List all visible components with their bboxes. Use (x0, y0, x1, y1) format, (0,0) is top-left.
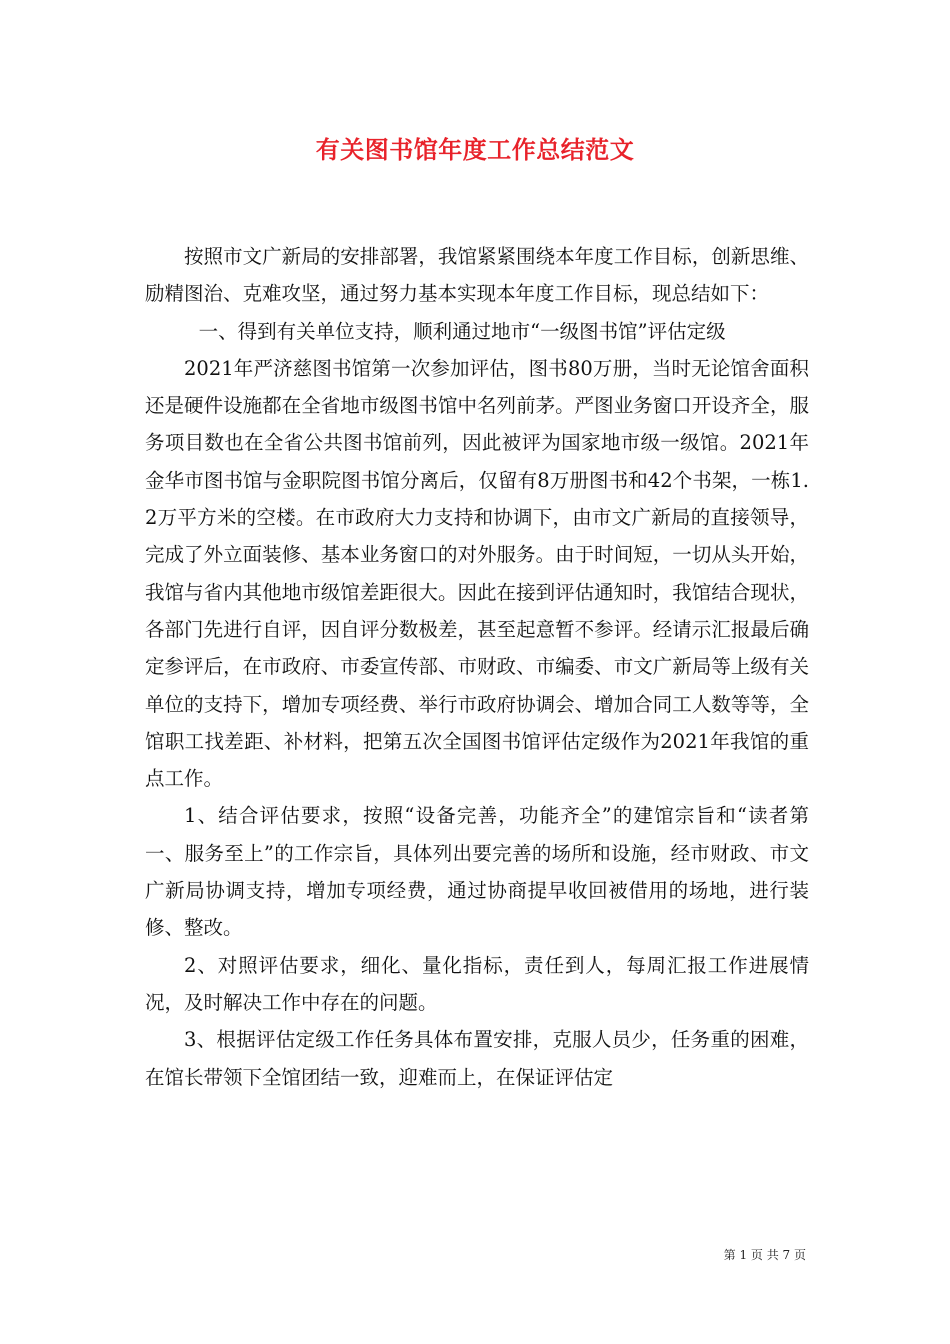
document-body (145, 238, 809, 1096)
paragraph-intro: 按照市文广新局的安排部署，我馆紧紧围绕本年度工作目标，创新思维、励精图治、克难攻坚，通过努力基本实现本年度工作目标，现总结如下： (145, 245, 809, 306)
document-title: 有关图书馆年度工作总结范文 (315, 135, 635, 164)
paragraph-item-2: 2、对照评估要求，细化、量化指标，责任到人，每周汇报工作进展情况，及时解决工作中存在的问题。 (145, 953, 809, 1014)
paragraph-item-1: 1、结合评估要求，按照“设备完善，功能齐全”的建馆宗旨和“读者第一、服务至上”的工作宗旨，具体列出要完善的场所和设施，经市财政、市文广新局协调支持，增加专项经费，通过协商提早收回被借用的场地，进行装修、整改。 (145, 804, 809, 940)
paragraph-background: 2021年严济慈图书馆第一次参加评估，图书80万册，当时无论馆舍面积还是硬件设施都在全省地市级图书馆中名列前茅。严图业务窗口开设齐全，服务项目数也在全省公共图书馆前列，因此被评为国家地市级一级馆。2021年金华市图书馆与金职院图书馆分离后，仅留有8万册图书和42个书架，一栋1.2万平方米的空楼。在市政府大力支持和协调下，由市文广新局的直接领导，完成了外立面装修、基本业务窗口的对外服务。由于时间短，一切从头开始，我馆与省内其他地市级馆差距很大。因此在接到评估通知时，我馆结合现状，各部门先进行自评，因自评分数极差，甚至起意暂不参评。经请示汇报最后确定参评后，在市政府、市委宣传部、市财政、市编委、市文广新局等上级有关单位的支持下，增加专项经费、举行市政府协调会、增加合同工人数等等，全馆职工找差距、补材料，把第五次全国图书馆评估定级作为2021年我馆的重点工作。 (145, 356, 809, 791)
page-number: 第 1 页 共 7 页 (723, 1248, 806, 1262)
paragraph-item-3: 3、根据评估定级工作任务具体布置安排，克服人员少，任务重的困难，在馆长带领下全馆团结一致，迎难而上，在保证评估定 (145, 1028, 809, 1089)
section-heading-1: 一、得到有关单位支持，顺利通过地市“一级图书馆”评估定级 (198, 319, 726, 343)
